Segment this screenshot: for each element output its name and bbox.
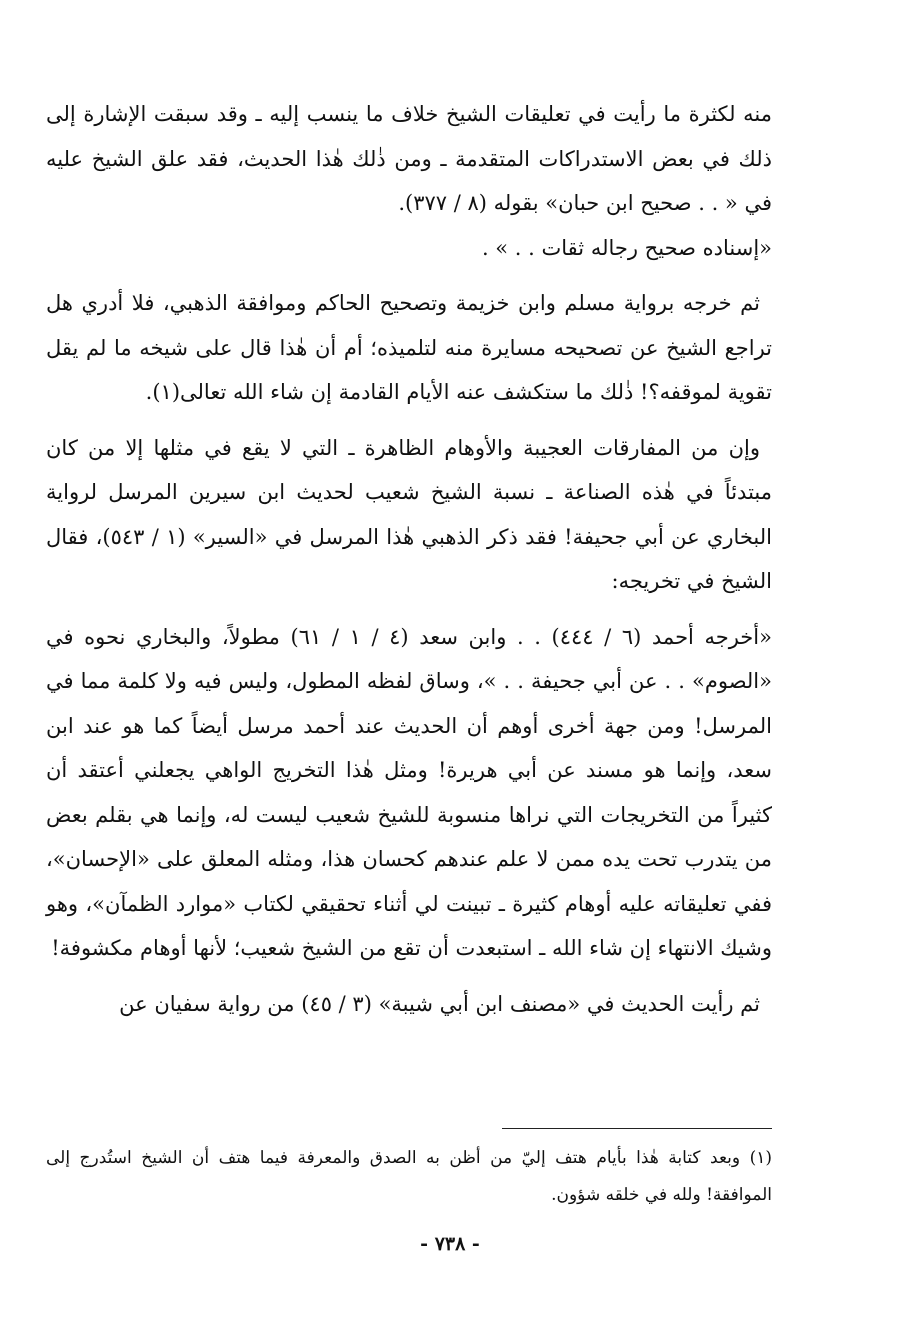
footnote-area [46,1140,772,1214]
paragraph-2: ثم خرجه برواية مسلم وابن خزيمة وتصحيح الحاكم وموافقة الذهبي، فلا أدري هل تراجع الشيخ عن تصحيحه مسايرة منه لتلميذه؛ أم أن هٰذا قال على شيخه ما لم يقل تقوية لموقفه؟! ذٰلك ما ستكشف عنه الأيام القادمة إن شاء الله تعالى(١). [46,291,772,404]
main-text [46,92,772,1026]
page-number: - ٧٣٨ - [420,1233,480,1255]
footnote-divider [502,1128,772,1129]
footnote-1: (١) وبعد كتابة هٰذا بأيام هتف إليّ من أظن به الصدق والمعرفة فيما هتف أن الشيخ استُدرج إلى الموافقة! ولله في خلقه شؤون. [46,1148,772,1205]
paragraph-1: منه لكثرة ما رأيت في تعليقات الشيخ خلاف ما ينسب إليه ـ وقد سبقت الإشارة إلى ذلك في بعض الاستدراكات المتقدمة ـ ومن ذٰلك هٰذا الحديث، فقد علق الشيخ عليه في « . . صحيح ابن حبان» بقوله (٨ / ٣٧٧). [46,102,772,215]
paragraph-5: ثم رأيت الحديث في «مصنف ابن أبي شيبة» (٣ / ٤٥) من رواية سفيان عن [119,991,760,1016]
quote-1: «إسناده صحيح رجاله ثقات . . » . [481,235,772,260]
paragraph-3: وإن من المفارقات العجيبة والأوهام الظاهرة ـ التي لا يقع في مثلها إلا من كان مبتدئاً في هٰذه الصناعة ـ نسبة الشيخ شعيب لحديث ابن سيرين المرسل لرواية البخاري عن أبي جحيفة! فقد ذكر الذهبي هٰذا المرسل في «السير» (١ / ٥٤٣)، فقال الشيخ في تخريجه: [46,435,772,593]
paragraph-4: «أخرجه أحمد (٦ / ٤٤٤) . . وابن سعد (٤ / ١ / ٦١) مطولاً، والبخاري نحوه في «الصوم» . . عن أبي جحيفة . . »، وساق لفظه المطول، وليس فيه ولا كلمة مما في المرسل! ومن جهة أخرى أوهم أن الحديث عند أحمد مرسل أيضاً كما هو عند ابن سعد، وإنما هو مسند عن أبي هريرة! ومثل هٰذا التخريج الواهي يجعلني أعتقد أن كثيراً من التخريجات التي نراها منسوبة للشيخ شعيب ليست له، وإنما هي بقلم بعض من يتدرب تحت يده ممن لا علم عندهم كحسان هذا، ومثله المعلق على «الإحسان»، ففي تعليقاته عليه أوهام كثيرة ـ تبينت لي أثناء تحقيقي لكتاب «موارد الظمآن»، وهو وشيك الانتهاء إن شاء الله ـ استبعدت أن تقع من الشيخ شعيب؛ لأنها أوهام مكشوفة! [46,624,772,960]
